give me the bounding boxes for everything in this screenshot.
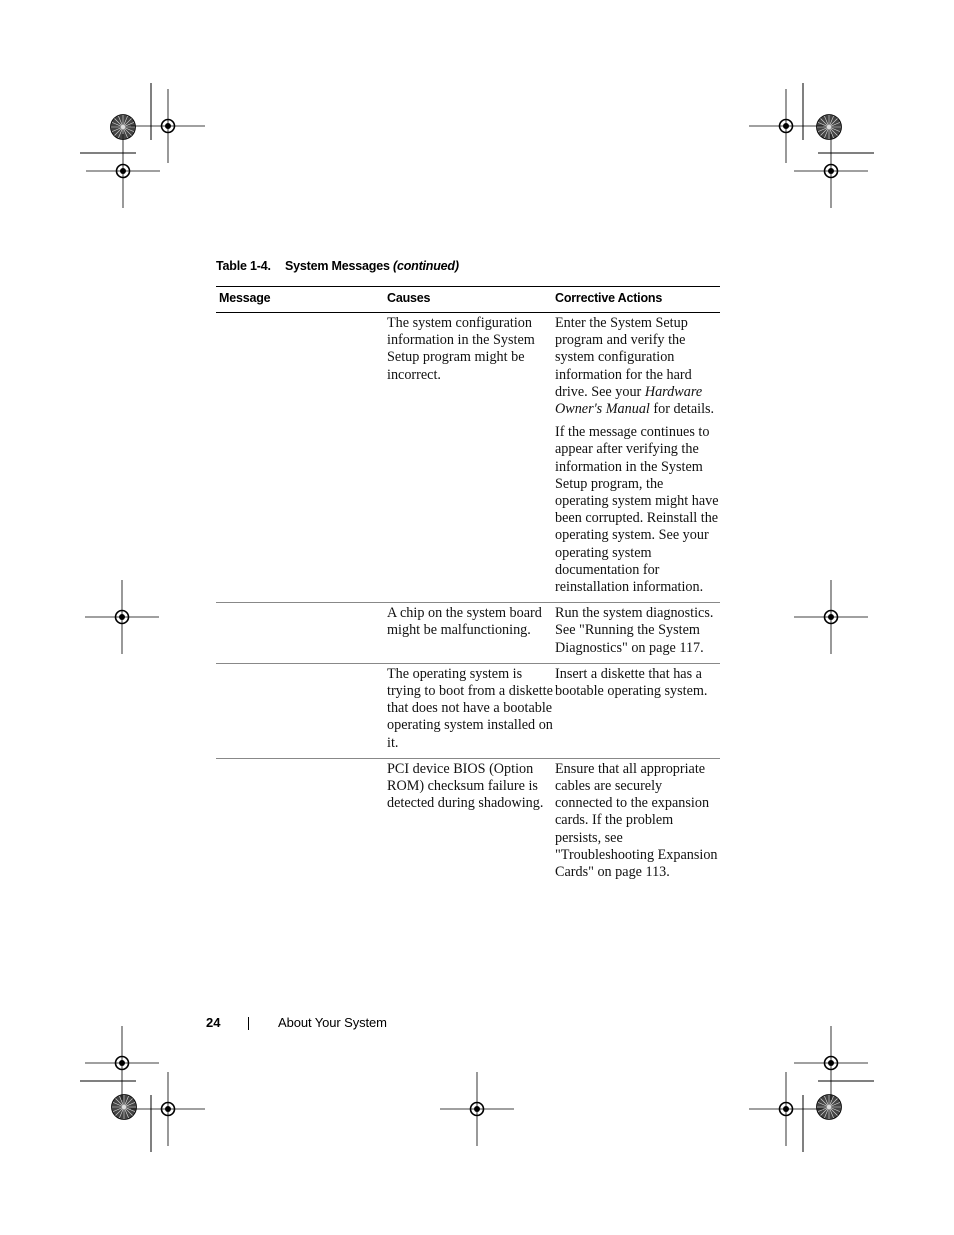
- footer-divider: [248, 1017, 249, 1030]
- registration-star-bottom-right: [817, 1095, 842, 1120]
- registration-target-bottom-center: [440, 1072, 514, 1146]
- registration-target-bottom-right: [749, 1072, 823, 1146]
- table-title: System Messages: [285, 259, 390, 273]
- message-cell: [216, 759, 387, 887]
- action-paragraph: Ensure that all appropriate cables are securely connected to the expansion cards. If the problem persists, see "Troubleshooting Expansion Cards" on page 113.: [555, 760, 718, 881]
- cause-cell: The operating system is trying to boot from a diskette that does not have a bootable operating system installed on it.: [387, 665, 553, 751]
- header-corrective-actions: Corrective Actions: [555, 291, 663, 305]
- system-messages-table: [216, 286, 720, 887]
- table-continued-label: (continued): [392, 259, 459, 273]
- registration-star-bottom-left: [112, 1095, 137, 1120]
- action-cell: [555, 603, 720, 663]
- registration-target-top-left: [131, 89, 205, 163]
- header-causes: Causes: [387, 291, 431, 305]
- cause-cell: A chip on the system board might be malfunctioning.: [387, 605, 542, 639]
- page-number: 24: [206, 1015, 221, 1030]
- table-row: [216, 313, 720, 603]
- registration-target-top-right: [749, 89, 823, 163]
- registration-target-left-lower: [85, 1026, 159, 1100]
- action-paragraph: Insert a diskette that has a bootable operating system.: [555, 665, 708, 700]
- action-cell: [555, 664, 720, 758]
- message-cell: [216, 313, 387, 602]
- table-row: [216, 759, 720, 887]
- cause-cell: The system configuration information in the System Setup program might be incorrect.: [387, 315, 535, 383]
- message-cell: [216, 603, 387, 663]
- message-cell: [216, 664, 387, 758]
- table-header-row: [216, 287, 720, 313]
- cause-cell: PCI device BIOS (Option ROM) checksum failure is detected during shadowing.: [387, 760, 544, 812]
- action-paragraph: Enter the System Setup program and verify the system configuration information for the hard drive. See your Hardware Owner's Manual for details.: [555, 315, 715, 418]
- registration-target-left-middle: [85, 580, 159, 654]
- registration-target-right-upper: [794, 134, 868, 208]
- action-paragraph: If the message continues to appear after verifying the information in the System Setup program, the operating system might have been corrupted. Reinstall the operating system. See your operating system documentation for reinstallation information.: [555, 424, 719, 596]
- manual-title: Hardware Owner's Manual: [555, 383, 703, 418]
- header-message: Message: [219, 291, 271, 305]
- registration-target-bottom-left: [131, 1072, 205, 1146]
- registration-target-left-upper: [86, 134, 160, 208]
- registration-target-right-middle: [794, 580, 868, 654]
- footer-section-title: About Your System: [278, 1015, 387, 1030]
- table-row: [216, 603, 720, 664]
- registration-target-right-lower: [794, 1026, 868, 1100]
- action-cell: [555, 313, 720, 602]
- table-caption: [216, 259, 459, 273]
- table-row: [216, 664, 720, 759]
- action-paragraph: Run the system diagnostics. See "Running the System Diagnostics" on page 117.: [555, 605, 714, 656]
- action-cell: [555, 759, 720, 887]
- table-number: Table 1-4.: [216, 259, 271, 273]
- registration-star-top-right: [817, 115, 842, 140]
